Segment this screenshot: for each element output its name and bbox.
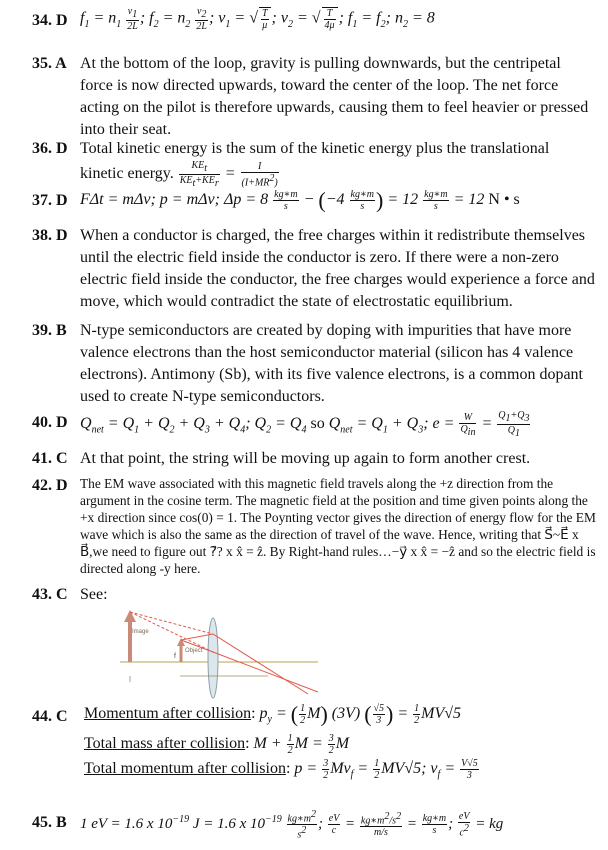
answer-number: 35. A <box>32 55 67 72</box>
momentum-after-label: Momentum after collision <box>84 705 252 722</box>
answer-formula: $f_1 = n_1$ $\frac{v_1}{2L}$ ; $f_2 = n_2$ $\frac{v_2}{2L}$ ; $v_1$ = √ $\frac{T}{\mu}$ ; $v_2$ = √ $\frac{T}{4\mu}$ ; $f_1 = f_2$; $n_2 = 8$ <box>80 6 435 32</box>
see-label: See: <box>80 586 108 603</box>
total-mass-label: Total mass after collision <box>84 735 246 753</box>
answer-number: 39. B <box>32 322 67 339</box>
answer-formula: 1 eV = 1.6 x $10^{-19}$ J = 1.6 x $10^{-19}$ $\frac{kg∗m^2}{s^2}$ ; $\frac{eV}{c}$ = $\frac{kg∗m^2/s^2}{m/s}$ = $\frac{kg∗m}{s}$ ; $\frac{eV}{c^2}$ = kg <box>80 808 504 841</box>
answer-number: 41. C <box>32 450 68 467</box>
answer-text: At the bottom of the loop, gravity is pulling downwards, but the centripetal force is now directed upwards, toward the center of the loop. The net force acting on the pilot is therefore upwards, causing them to feel heavier or pressed into their seat. <box>80 55 589 138</box>
image-label: Image <box>132 629 149 635</box>
answer-text: Total kinetic energy is the sum of the kinetic energy plus the translational kinetic energy. <box>80 140 550 183</box>
answer-text: When a conductor is charged, the free charges within it redistribute themselves until the electric field inside the conductor is zero. If there were a non-zero electric field inside the conductor, the free charges would experience a force and move, which would contradict the state of electrostatic equilibrium. <box>80 227 595 310</box>
answer-formula: FΔt = mΔv; p = mΔv; Δp = 8 $\frac{kg∗m}{s}$ − (−4 $\frac{kg∗m}{s}$ ) = 12 $\frac{kg∗m}{s}$ = 12 N • s <box>80 187 520 213</box>
object-label: Object <box>185 648 203 654</box>
answer-text: N-type semiconductors are created by doping with impurities that have more valence electrons than the host semiconductor material (silicon has 4 valence electrons). Antimony (Sb), with its five valence electrons, is a common dopant used to create N-type semiconductors. <box>80 322 583 405</box>
answer-number: 38. D <box>32 227 68 244</box>
focal-label: f <box>174 653 176 660</box>
answer-number: 37. D <box>32 192 68 209</box>
answer-number: 34. D <box>32 12 68 29</box>
answer-number: 40. D <box>32 414 68 431</box>
answer-text: The EM wave associated with this magnetic field travels along the +z direction from the argument in the cosine term. The magnetic field at the position and time given points along the +x direction since cos(0) = 1. The Poynting vector gives the direction of energy flow for the EM wave which is also the same as the direction of travel of the wave. Hence, writing that S⃗~E⃗ x B⃗,we need to figure out ?⃗? x x̂ = ẑ. By Right-hand rules…−y⃗ x x̂ = −ẑ and so the electric field is directed along -y here. <box>80 476 596 576</box>
answer-number: 43. C <box>32 586 68 603</box>
answer-formula: $\frac{KE_t}{KE_t+KE_r}$ = $\frac{I}{(I+MR^2)}$ <box>179 160 278 189</box>
answer-text: At that point, the string will be moving up again to form another crest. <box>80 450 531 467</box>
total-momentum-label: Total momentum after collision <box>84 760 286 778</box>
answer-number: 42. D <box>32 477 68 494</box>
answer-number: 44. C <box>32 708 68 725</box>
answer-formula: $Q_{net} = Q_1 + Q_2 + Q_3 + Q_4$; $Q_2 = Q_4$ so $Q_{net} = Q_1 + Q_3$; e = $\frac{W}{Q_{in}}$ = $\frac{Q_1+Q_3}{Q_1}$ <box>80 410 530 439</box>
answer-number: 45. B <box>32 814 67 831</box>
answer-number: 36. D <box>32 140 68 157</box>
lens-shape <box>208 618 218 698</box>
